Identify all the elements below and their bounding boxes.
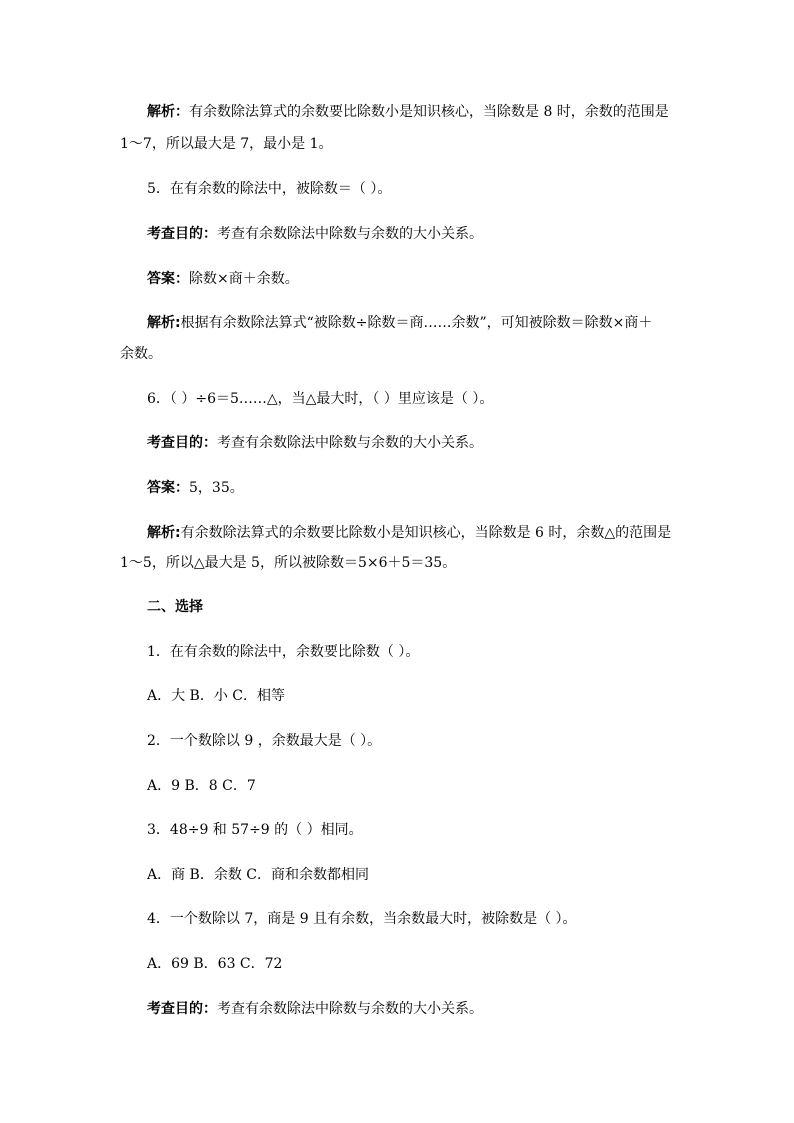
- analysis-text: 根据有余数除法算式“被除数÷除数＝商……余数”，可知被除数＝除数×商＋: [180, 315, 653, 331]
- analysis-label: 解析:: [147, 315, 181, 331]
- answer-label: 答案：: [147, 480, 189, 496]
- choice-options-4: A．69 B．63 C．72: [147, 956, 283, 972]
- answer-text: 除数×商＋余数。: [189, 271, 299, 287]
- purpose-line: [147, 433, 674, 453]
- analysis-line: [147, 102, 674, 122]
- purpose-text: 考查有余数除法中除数与余数的大小关系。: [217, 226, 483, 242]
- analysis-label: 解析：: [147, 104, 189, 120]
- purpose-label: 考查目的：: [147, 1001, 217, 1017]
- question-6: 6．（ ）÷6＝5……△，当△最大时，（ ）里应该是（ ）。: [147, 391, 494, 407]
- analysis-line: [147, 313, 674, 333]
- answer-line: [147, 478, 674, 498]
- section-heading: 二、选择: [147, 599, 203, 615]
- purpose-text: 考查有余数除法中除数与余数的大小关系。: [217, 1001, 483, 1017]
- analysis-continuation: 1～7，所以最大是 7，最小是 1。: [120, 136, 333, 152]
- choice-question-4: 4．一个数除以 7，商是 9 且有余数，当余数最大时，被除数是（ ）。: [147, 911, 577, 927]
- choice-question-1: 1．在有余数的除法中，余数要比除数（ ）。: [147, 644, 420, 660]
- choice-question-3: 3．48÷9 和 57÷9 的（ ）相同。: [147, 822, 363, 838]
- answer-text: 5，35。: [189, 480, 244, 496]
- choice-options-1: A．大 B．小 C．相等: [147, 688, 286, 704]
- analysis-label: 解析:: [147, 525, 181, 541]
- choice-options-3: A．商 B．余数 C．商和余数都相同: [147, 867, 370, 883]
- analysis-continuation: 1～5，所以△最大是 5，所以被除数＝5×6＋5＝35。: [120, 555, 457, 571]
- purpose-label: 考查目的：: [147, 435, 217, 451]
- answer-line: [147, 269, 674, 289]
- analysis-text: 有余数除法算式的余数要比除数小是知识核心，当除数是 6 时，余数△的范围是: [180, 525, 672, 541]
- analysis-text: 有余数除法算式的余数要比除数小是知识核心，当除数是 8 时，余数的范围是: [189, 104, 669, 120]
- answer-label: 答案：: [147, 271, 189, 287]
- purpose-line: [147, 999, 674, 1019]
- purpose-text: 考查有余数除法中除数与余数的大小关系。: [217, 435, 483, 451]
- choice-question-2: 2．一个数除以 9 ，余数最大是（ ）。: [147, 733, 382, 749]
- purpose-line: [147, 224, 674, 244]
- purpose-label: 考查目的：: [147, 226, 217, 242]
- analysis-line: [147, 523, 674, 543]
- analysis-continuation: 余数。: [120, 346, 162, 362]
- choice-options-2: A．9 B．8 C．7: [147, 778, 256, 794]
- question-5: 5．在有余数的除法中，被除数＝（ ）。: [147, 181, 392, 197]
